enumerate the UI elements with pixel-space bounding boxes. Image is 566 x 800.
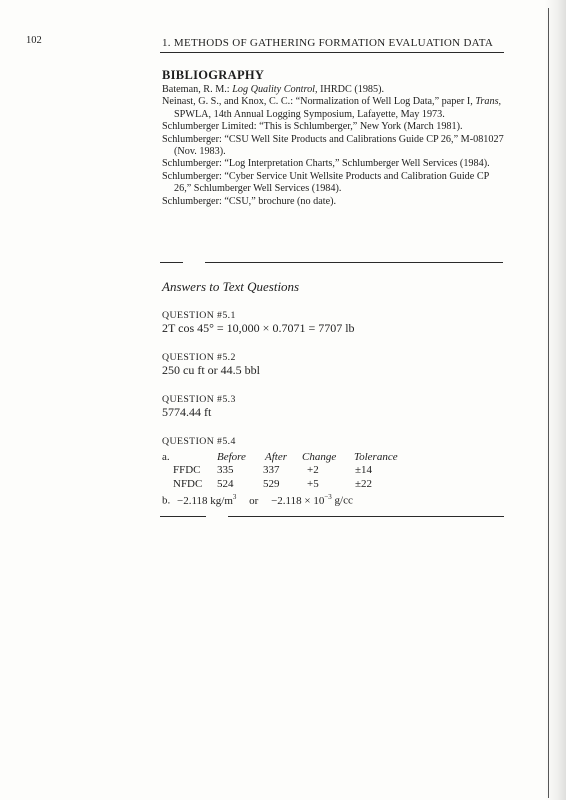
bibliography-entry-text: Bateman, R. M.: (162, 84, 233, 95)
part-b-label: b. (162, 494, 171, 507)
row-nfdc-tolerance: ±22 (355, 478, 373, 490)
row-ffdc-name: FFDC (173, 464, 201, 476)
part-b-value-kgm3: −2.118 kg/m (177, 494, 233, 507)
page-number: 102 (26, 35, 42, 46)
row-nfdc-after: 529 (263, 478, 280, 490)
bibliography-entry (162, 96, 507, 121)
question-5-3-label: QUESTION #5.3 (162, 394, 236, 405)
row-ffdc-change: +2 (307, 464, 319, 476)
col-before: Before (217, 451, 246, 463)
bibliography-entry-title: Trans, (475, 96, 502, 108)
header-rule (160, 52, 504, 53)
col-change: Change (302, 451, 337, 463)
row-ffdc-tolerance: ±14 (355, 464, 373, 476)
section-rule-long (205, 262, 503, 263)
col-after: After (265, 451, 287, 463)
part-b-exp-3: 3 (232, 493, 237, 501)
question-5-2-label: QUESTION #5.2 (162, 352, 236, 363)
question-5-2-answer: 250 cu ft or 44.5 bbl (162, 363, 260, 377)
col-tolerance: Tolerance (354, 451, 398, 463)
bibliography-entry-text: Schlumberger: “Cyber Service Unit Wellsite Products and Calibration Guide CP 26,” Schlumberger Well Services (1984). (162, 170, 489, 195)
bibliography-list (162, 84, 507, 208)
answers-heading: Answers to Text Questions (162, 279, 300, 294)
part-b-or: or (249, 494, 259, 507)
question-5-4-label: QUESTION #5.4 (162, 436, 236, 447)
bibliography-entry-title: Log Quality Control, (232, 84, 318, 95)
bibliography-entry (162, 171, 507, 196)
bibliography-entry-text: Schlumberger: “CSU Well Site Products and Calibrations Guide CP 26,” M-081027 (Nov. 1983). (162, 133, 504, 158)
end-rule-long (228, 516, 504, 517)
bibliography-entry (162, 134, 507, 159)
end-rule-short (160, 516, 206, 517)
bibliography-entry (162, 158, 507, 170)
part-b-exp-minus-3: −3 (324, 493, 332, 501)
part-a-label: a. (162, 451, 170, 463)
bibliography-entry-text: IHRDC (1985). (317, 84, 385, 95)
question-5-1-label: QUESTION #5.1 (162, 310, 236, 321)
bibliography-entry-text: Neinast, G. S., and Knox, C. C.: “Normalization of Well Log Data,” paper I, (162, 96, 476, 108)
bibliography-entry-text: Schlumberger: “Log Interpretation Charts,” Schlumberger Well Services (1984). (162, 158, 490, 170)
bibliography-entry-text: Schlumberger: “CSU,” brochure (no date). (162, 195, 337, 207)
section-rule-short (160, 262, 183, 263)
bibliography-heading: BIBLIOGRAPHY (162, 68, 265, 82)
bibliography-entry-text: Schlumberger Limited: “This is Schlumberger,” New York (March 1981). (162, 121, 463, 133)
row-nfdc-name: NFDC (173, 478, 203, 490)
part-b-answer (162, 493, 353, 507)
running-head: 1. METHODS OF GATHERING FORMATION EVALUATION DATA (162, 37, 494, 49)
scan-edge-line (548, 8, 549, 798)
row-nfdc-before: 524 (217, 478, 234, 490)
bibliography-entry-text: SPWLA, 14th Annual Logging Symposium, Lafayette, May 1973. (174, 108, 445, 120)
bibliography-entry (162, 121, 507, 133)
question-5-3-answer: 5774.44 ft (162, 405, 212, 419)
part-b-value-gcc: −2.118 × 10 (271, 494, 325, 507)
row-nfdc-change: +5 (307, 478, 319, 490)
bibliography-entry (162, 84, 507, 96)
row-ffdc-after: 337 (263, 464, 280, 476)
row-ffdc-before: 335 (217, 464, 234, 476)
bibliography-entry (162, 196, 507, 208)
part-b-unit-gcc: g/cc (331, 494, 353, 507)
question-5-1-answer: 2T cos 45° = 10,000 × 0.7071 = 7707 lb (162, 321, 355, 335)
